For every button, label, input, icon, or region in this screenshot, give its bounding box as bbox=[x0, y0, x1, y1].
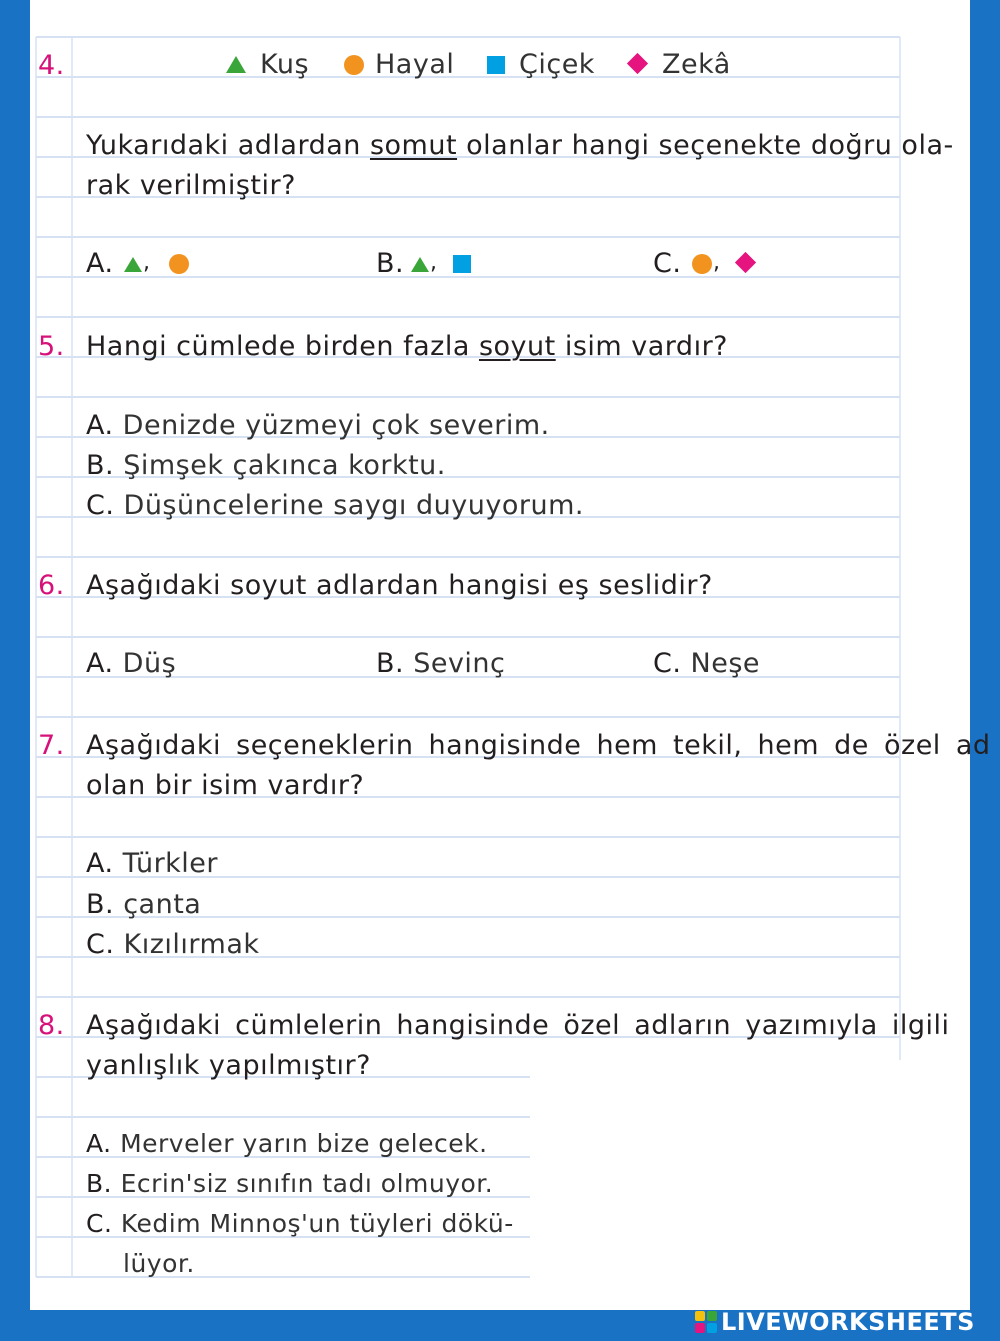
triangle-icon bbox=[124, 257, 142, 272]
circle-icon bbox=[344, 55, 364, 75]
q5-number: 5. bbox=[38, 331, 65, 362]
q4-legend-zeka: Zekâ bbox=[662, 49, 731, 80]
q8-option-a[interactable]: A. Merveler yarın bize gelecek. bbox=[86, 1129, 488, 1158]
q8-option-c[interactable]: C. Kedim Minnoş'un tüyleri dökü- bbox=[86, 1209, 514, 1238]
q4-option-b-separator: , bbox=[430, 250, 438, 275]
q5-underlined-word: soyut bbox=[478, 331, 556, 362]
q5-option-c[interactable]: C. Düşüncelerine saygı duyuyorum. bbox=[86, 490, 584, 521]
q4-question-line1: Yukarıdaki adlardan somut olanlar hangi seçenekte doğru ola- bbox=[86, 130, 954, 161]
triangle-icon bbox=[226, 56, 246, 73]
q4-question-line2: rak verilmiştir? bbox=[86, 170, 296, 201]
logo-mark-icon bbox=[695, 1311, 717, 1333]
q7-question-line2: olan bir isim vardır? bbox=[86, 770, 365, 801]
circle-icon bbox=[692, 254, 712, 274]
q8-option-b[interactable]: B. Ecrin'siz sınıfın tadı olmuyor. bbox=[86, 1169, 494, 1198]
square-icon bbox=[487, 56, 505, 74]
q4-option-a-separator: , bbox=[143, 250, 151, 275]
q8-number: 8. bbox=[38, 1010, 65, 1041]
q6-number: 6. bbox=[38, 570, 65, 601]
q8-question-line1: Aşağıdaki cümlelerin hangisinde özel adların yazımıyla ilgili bbox=[86, 1010, 950, 1041]
q7-option-c[interactable]: C. Kızılırmak bbox=[86, 929, 260, 960]
q4-legend-kus: Kuş bbox=[260, 49, 310, 80]
q4-number: 4. bbox=[38, 50, 65, 81]
q4-underlined-word: somut bbox=[369, 130, 458, 161]
q5-question: Hangi cümlede birden fazla soyut isim vardır? bbox=[86, 331, 729, 362]
brand-name: LIVEWORKSHEETS bbox=[721, 1308, 975, 1336]
q7-option-a[interactable]: A. Türkler bbox=[86, 848, 219, 879]
circle-icon bbox=[169, 254, 189, 274]
q6-option-a[interactable]: A. Düş bbox=[86, 648, 177, 679]
q4-option-a[interactable]: A. bbox=[86, 248, 114, 279]
q6-question: Aşağıdaki soyut adlardan hangisi eş seslidir? bbox=[86, 570, 713, 601]
q7-number: 7. bbox=[38, 730, 65, 761]
triangle-icon bbox=[411, 257, 429, 272]
liveworksheets-logo[interactable] bbox=[695, 1308, 975, 1336]
square-icon bbox=[453, 255, 471, 273]
q5-option-a[interactable]: A. Denizde yüzmeyi çok severim. bbox=[86, 410, 550, 441]
q6-option-b[interactable]: B. Sevinç bbox=[376, 648, 506, 679]
q7-question-line1: Aşağıdaki seçeneklerin hangisinde hem tekil, hem de özel ad bbox=[86, 730, 991, 761]
q4-option-b[interactable]: B. bbox=[376, 248, 405, 279]
q7-option-b[interactable]: B. çanta bbox=[86, 889, 202, 920]
q6-option-c[interactable]: C. Neşe bbox=[653, 648, 761, 679]
q4-option-c-separator: , bbox=[713, 250, 721, 275]
q4-legend-hayal: Hayal bbox=[375, 49, 455, 80]
q4-legend-cicek: Çiçek bbox=[519, 49, 595, 80]
q8-option-c-continuation: lüyor. bbox=[123, 1249, 195, 1278]
q5-option-b[interactable]: B. Şimşek çakınca korktu. bbox=[86, 450, 446, 481]
q8-question-line2: yanlışlık yapılmıştır? bbox=[86, 1050, 371, 1081]
q4-option-c[interactable]: C. bbox=[653, 248, 682, 279]
